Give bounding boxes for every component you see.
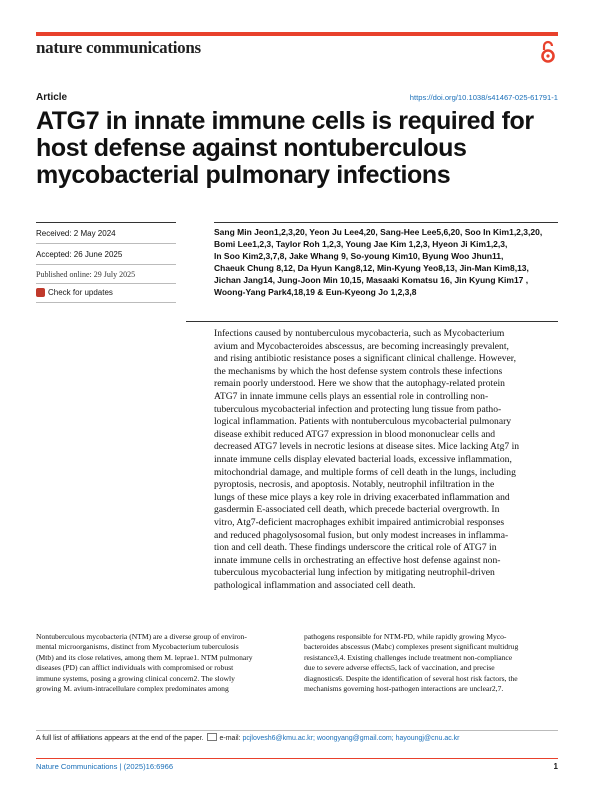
body-column-left bbox=[36, 632, 286, 694]
title-line: mycobacterial pulmonary infections bbox=[36, 161, 451, 189]
meta-divider bbox=[36, 243, 176, 244]
author-line[interactable]: Chaeuk Chung 8,12, Da Hyun Kang8,12, Min-Kyung Yeo8,13, Jin-Man Kim8,13, bbox=[214, 263, 529, 273]
title-line: host defense against nontuberculous bbox=[36, 134, 467, 162]
meta-divider bbox=[36, 222, 176, 223]
meta-divider bbox=[36, 302, 176, 303]
meta-divider bbox=[36, 264, 176, 265]
author-line[interactable]: Jichan Jang14, Jung-Joon Min 10,15, Masaaki Komatsu 16, Jin Kyung Kim17 , bbox=[214, 275, 529, 285]
body-column-right bbox=[304, 632, 554, 694]
abstract-line: lungs of these mice plays a key role in driving exacerbated inflammation and bbox=[214, 491, 510, 503]
journal-name[interactable]: nature communications bbox=[36, 38, 201, 57]
abstract-line: vitro, Atg7-deficient macrophages exhibit impaired antimicrobial responses bbox=[214, 516, 505, 528]
title-line: ATG7 in innate immune cells is required for bbox=[36, 107, 534, 135]
body-line: diagnostics6. Despite the identification of several host risk factors, the bbox=[304, 673, 518, 683]
abstract-line: decreased ATG7 levels in necrotic lesions at disease sites. Mice lacking Atg7 in bbox=[214, 441, 520, 453]
body-line: resistance3,4. Existing challenges include treatment non-compliance bbox=[304, 652, 513, 662]
author-line[interactable]: In Soo Kim2,3,7,8, Jake Whang 9, So-young Kim10, Byung Woo Jhun11, bbox=[214, 251, 504, 261]
abstract-line: tuberculous mycobacterial infection and protecting lung tissue from patho- bbox=[214, 403, 502, 415]
check-updates-icon bbox=[36, 288, 45, 297]
article-title bbox=[36, 108, 561, 189]
affiliation-text: A full list of affiliations appears at the end of the paper. bbox=[36, 735, 204, 742]
abstract bbox=[214, 328, 559, 592]
footer-divider bbox=[36, 758, 558, 759]
author-list bbox=[214, 226, 559, 298]
check-updates-label: Check for updates bbox=[48, 288, 113, 297]
abstract-line: innate immune cells display elevated bacterial loads, excessive inflammation, bbox=[214, 453, 512, 465]
affiliation-note bbox=[36, 733, 460, 742]
body-line: Nontuberculous mycobacteria (NTM) are a diverse group of environ- bbox=[36, 632, 247, 641]
accepted-date: Accepted: 26 June 2025 bbox=[36, 250, 123, 259]
check-updates-button[interactable] bbox=[36, 288, 113, 297]
body-line: due to severe adverse effects5, lack of vaccination, and precise bbox=[304, 663, 495, 673]
abstract-line: ATG7 in innate immune cells plays an essential role in controlling non- bbox=[214, 390, 489, 402]
abstract-line: Infections caused by nontuberculous mycobacteria, such as Mycobacterium bbox=[214, 328, 505, 339]
author-line[interactable]: Woong-Yang Park4,18,19 & Eun-Kyeong Jo 1,2,3,8 bbox=[214, 287, 417, 297]
abstract-line: innate immune cells in orchestrating an effective host defense against non- bbox=[214, 554, 501, 566]
footer-citation: Nature Communications | (2025)16:6966 bbox=[36, 762, 174, 771]
abstract-line: remain poorly understood. Here we show that the autophagy-related protein bbox=[214, 378, 505, 390]
received-date: Received: 2 May 2024 bbox=[36, 229, 116, 238]
abstract-line: pathological inflammation and associated cell death. bbox=[214, 579, 416, 591]
abstract-line: gasdermin E-associated cell death, which precede bacterial overgrowth. In bbox=[214, 504, 500, 516]
journal-top-bar bbox=[36, 32, 558, 36]
abstract-line: mitochondrial damage, and multiple forms of cell death in the lungs, including bbox=[214, 466, 516, 478]
email-label: e-mail: bbox=[219, 735, 241, 742]
doi-link[interactable]: https://doi.org/10.1038/s41467-025-61791-1 bbox=[409, 93, 558, 102]
abstract-line: tuberculous mycobacterial lung infection by mitigating neutrophil-driven bbox=[214, 567, 495, 579]
abstract-line: the mechanisms by which the host defense system controls these infections bbox=[214, 365, 503, 377]
body-line: immune systems, posing a growing clinical concern2. The slowly bbox=[36, 673, 235, 683]
abstract-line: avium and Mycobacteroides abscessus, are becoming increasingly prevalent, bbox=[214, 340, 509, 352]
body-line: pathogens responsible for NTM-PD, while rapidly growing Myco- bbox=[304, 632, 507, 641]
abstract-line: pyroptosis, necrosis, and apoptosis. Notably, neutrophil infiltration in the bbox=[214, 479, 495, 491]
meta-divider bbox=[36, 283, 176, 284]
body-line: mechanisms governing host-pathogen interactions are unclear2,7. bbox=[304, 684, 504, 694]
author-line[interactable]: Bomi Lee1,2,3, Taylor Roh 1,2,3, Young Jae Kim 1,2,3, Hyeon Ji Kim1,2,3, bbox=[214, 239, 508, 249]
authors-divider bbox=[214, 222, 558, 223]
abstract-line: and rising antibiotic resistance poses a significant clinical challenge. However, bbox=[214, 353, 516, 365]
body-line: diseases (PD) can afflict individuals with compromised or robust bbox=[36, 663, 234, 673]
affiliation-divider bbox=[36, 730, 558, 731]
open-access-icon bbox=[540, 40, 556, 64]
article-type: Article bbox=[36, 92, 68, 103]
abstract-line: disease exhibit reduced ATG7 expression in blood mononuclear cells and bbox=[214, 428, 496, 440]
published-date: Published online: 29 July 2025 bbox=[36, 270, 136, 279]
email-addresses[interactable]: pcjlovesh6@kmu.ac.kr; woongyang@gmail.com; hayoungj@cnu.ac.kr bbox=[242, 735, 460, 742]
abstract-line: and reduced phagolysosomal fusion, but only modest increases in inflamma- bbox=[214, 529, 509, 541]
abstract-line: logical inflammation. Patients with nontuberculous mycobacterial pulmonary bbox=[214, 416, 512, 428]
body-line: (Mtb) and its close relatives, among them M. leprae1. NTM pulmonary bbox=[36, 652, 253, 662]
body-line: growing M. avium-intracellulare complex predominates among bbox=[36, 684, 229, 694]
email-icon bbox=[207, 733, 217, 741]
abstract-line: tion and cell death. These findings underscore the critical role of ATG7 in bbox=[214, 542, 497, 554]
page-number: 1 bbox=[553, 762, 558, 771]
abstract-divider bbox=[186, 321, 558, 322]
author-line[interactable]: Sang Min Jeon1,2,3,20, Yeon Ju Lee4,20, Sang-Hee Lee5,6,20, Soo In Kim1,2,3,20, bbox=[214, 227, 543, 237]
body-line: mental microorganisms, distinct from Mycobacterium tuberculosis bbox=[36, 642, 239, 652]
body-line: bacteroides abscessus (Mabc) complexes present significant multidrug bbox=[304, 642, 519, 652]
